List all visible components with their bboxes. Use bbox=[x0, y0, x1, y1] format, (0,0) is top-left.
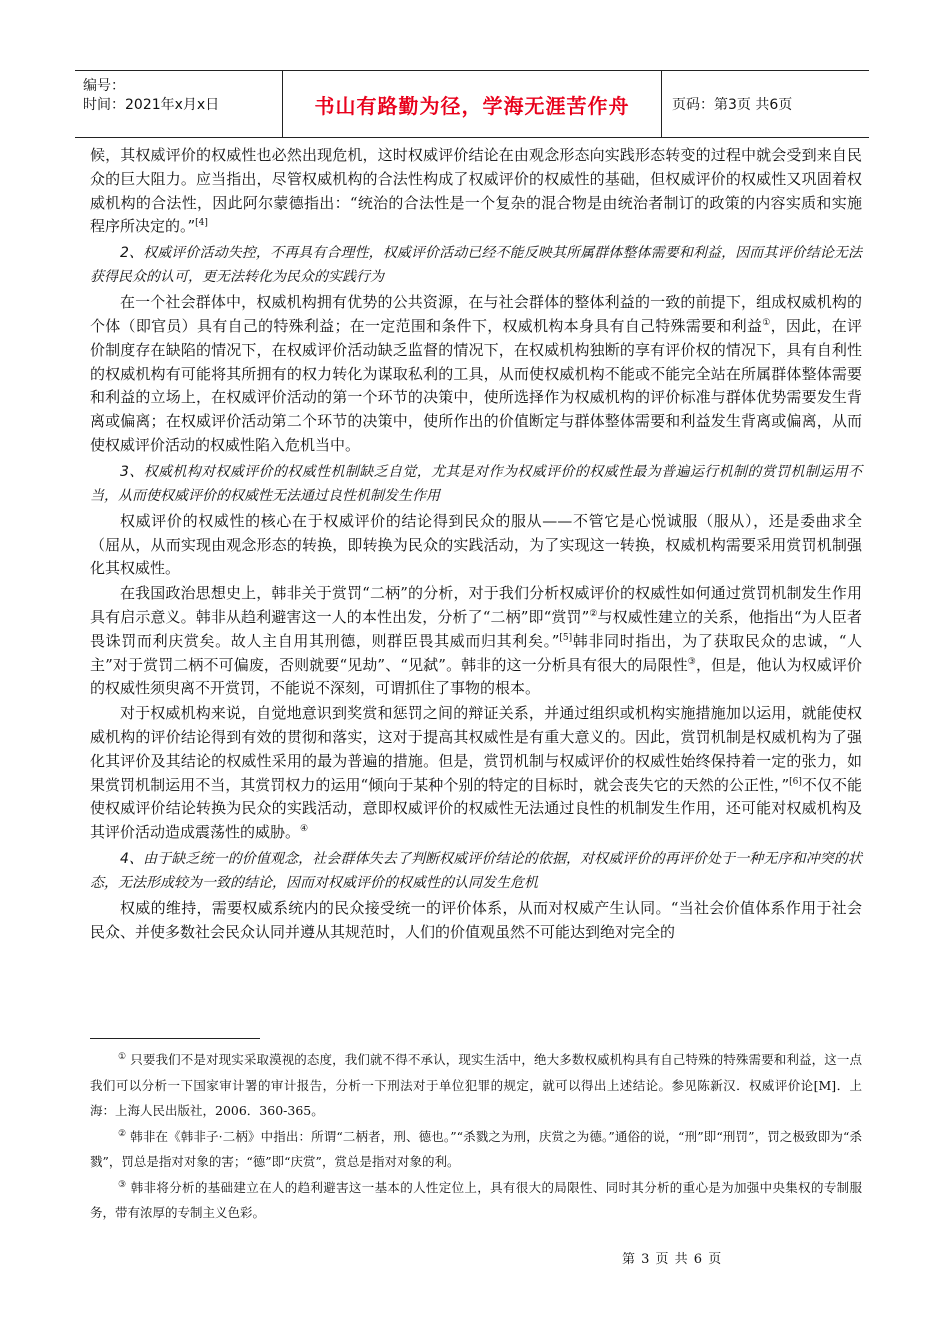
header-meta bbox=[75, 71, 283, 137]
footnote-ref: ② bbox=[589, 608, 598, 619]
section-heading-4: 4、由于缺乏统一的价值观念，社会群体失去了判断权威评价结论的依据，对权威评价的再评价处于一种无序和冲突的状态，无法形成较为一致的结论，因而对权威评价的权威性的认同发生危机 bbox=[90, 850, 862, 891]
paragraph: 权威的维持，需要权威系统内的民众接受统一的评价体系，从而对权威产生认同。“当社会价值体系作用于社会民众、并使多数社会民众认同并遵从其规范时，人们的价值观虽然不可能达到绝对完全的 bbox=[90, 898, 862, 941]
citation-ref: [4] bbox=[195, 218, 208, 229]
header-table bbox=[75, 70, 869, 138]
section-heading-2: 2、权威评价活动失控，不再具有合理性，权威评价活动已经不能反映其所属群体整体需要和利益，因而其评价结论无法获得民众的认可，更无法转化为民众的实践行为 bbox=[90, 245, 862, 286]
paragraph-continuation: 候，其权威评价的权威性也必然出现危机，这时权威评价结论在由观念形态向实践形态转变的过程中就会受到来自民众的巨大阻力。应当指出，尽管权威机构的合法性构成了权威评价的权威性的基础，但权威评价的权威性又巩固着权威机构的合法性，因此阿尔蒙德指出：“统治的合法性是一个复杂的混合物是由统治者制订的政策的内容实质和实施程序所决定的。”[4] bbox=[90, 146, 862, 236]
footnote-ref: ① bbox=[762, 317, 771, 328]
paragraph: 权威评价的权威性的核心在于权威评价的结论得到民众的服从——不管它是心悦诚服（服从），还是委曲求全（屈从，从而实现由观念形态的转换，即转换为民众的实践活动，为了实现这一转换，权威机构需要采用赏罚机制强化其权威性。 bbox=[90, 511, 862, 578]
paragraph: 在一个社会群体中，权威机构拥有优势的公共资源，在与社会群体的整体利益的一致的前提下，组成权威机构的个体（即官员）具有自己的特殊利益；在一定范围和条件下，权威机构本身具有自己特殊需要和利益①，因此，在评价制度存在缺陷的情况下，在权威评价活动缺乏监督的情况下，在权威机构独断的享有评价权的情况下，具有自利性的权威机构有可能将其所拥有的权力转化为谋取私利的工具，从而使权威机构不能或不能完全站在所属群体整体需要和利益的立场上，在权威评价活动的第一个环节的决策中，使所选择作为权威机构的评价标准与群体优势需要发生背离或偏离；在权威评价活动第二个环节的决策中，使所作出的价值断定与群体整体需要和利益发生背离或偏离，从而使权威评价活动的权威性陷入危机当中。 bbox=[90, 293, 862, 454]
footnote-divider bbox=[90, 1038, 260, 1039]
footnote-3: ③ 韩非将分析的基础建立在人的趋利避害这一基本的人性定位上，具有很大的局限性、同时其分析的重心是为加强中央集权的专制服务，带有浓厚的专制主义色彩。 bbox=[90, 1179, 862, 1220]
footnote-mark: ③ bbox=[118, 1179, 127, 1190]
citation-ref: [5] bbox=[559, 632, 573, 643]
paragraph: 在我国政治思想史上，韩非关于赏罚“二柄”的分析，对于我们分析权威评价的权威性如何通过赏罚机制发生作用具有启示意义。韩非从趋利避害这一人的本性出发，分析了“二柄”即“赏罚”②与权威性建立的关系，他指出“为人臣者畏诛罚而利庆赏矣。故人主自用其刑德，则群臣畏其威而归其利矣。”[5]韩非同时指出，为了获取民众的忠诚，“人主”对于赏罚二柄不可偏废，否则就要“见劫”、“见弑”。韩非的这一分析具有很大的局限性③，但是，他认为权威评价的权威性须臾离不开赏罚，不能说不深刻，可谓抓住了事物的根本。 bbox=[90, 584, 863, 698]
footnote-ref: ③ bbox=[687, 656, 696, 667]
citation-ref: [6] bbox=[789, 776, 802, 787]
footnote-mark: ② bbox=[118, 1128, 127, 1139]
page-number: 第 3 页 共 6 页 bbox=[622, 1252, 723, 1267]
footnote-1: ① 只要我们不是对现实采取漠视的态度，我们就不得不承认，现实生活中，绝大多数权威机构具有自己特殊的特殊需要和利益，这一点我们可以分析一下国家审计署的审计报告，分析一下刑法对于单位犯罪的规定，就可以得出上述结论。参见陈新汉．权威评价论[M]．上海：上海人民出版社，2006．360-365。 bbox=[90, 1051, 862, 1118]
footnote-ref: ④ bbox=[300, 824, 309, 835]
header-motto: 书山有路勤为径，学海无涯苦作舟 bbox=[283, 71, 662, 137]
footnotes bbox=[90, 1047, 862, 1226]
paragraph: 对于权威机构来说，自觉地意识到奖赏和惩罚之间的辩证关系，并通过组织或机构实施措施加以运用，就能使权威机构的评价结论得到有效的贯彻和落实，这对于提高其权威性是有重大意义的。因此，赏罚机制是权威机构为了强化其评价及其结论的权威性采用的最为普遍的措施。但是，赏罚机制与权威评价的权威性始终保持着一定的张力，如果赏罚机制运用不当，其赏罚权力的运用“倾向于某种个别的特定的目标时，就会丧失它的天然的公正性，”[6]不仅不能使权威评价结论转换为民众的实践活动，意即权威评价的权威性无法通过良性的机制发生作用，还可能对权威机构及其评价活动造成震荡性的威胁。④ bbox=[90, 704, 862, 842]
footnote-mark: ① bbox=[118, 1051, 127, 1062]
document-number-label: 编号： bbox=[83, 78, 125, 94]
footnote-2: ② 韩非在《韩非子·二柄》中指出：所谓“二柄者，刑、德也。”“杀戮之为刑，庆赏之为德。”通俗的说，“刑”即“刑罚”，罚之极致即为“杀戮”，罚总是指对对象的害；“德”即“庆赏”，赏总是指对对象的利。 bbox=[90, 1128, 862, 1169]
section-heading-3: 3、权威机构对权威评价的权威性机制缺乏自觉，尤其是对作为权威评价的权威性最为普遍运行机制的赏罚机制运用不当，从而使权威评价的权威性无法通过良性机制发生作用 bbox=[90, 463, 862, 504]
document-date: 时间：2021年x月x日 bbox=[83, 97, 220, 113]
header-page-label: 页码：第3页 共6页 bbox=[672, 97, 793, 113]
body-text bbox=[90, 144, 862, 946]
